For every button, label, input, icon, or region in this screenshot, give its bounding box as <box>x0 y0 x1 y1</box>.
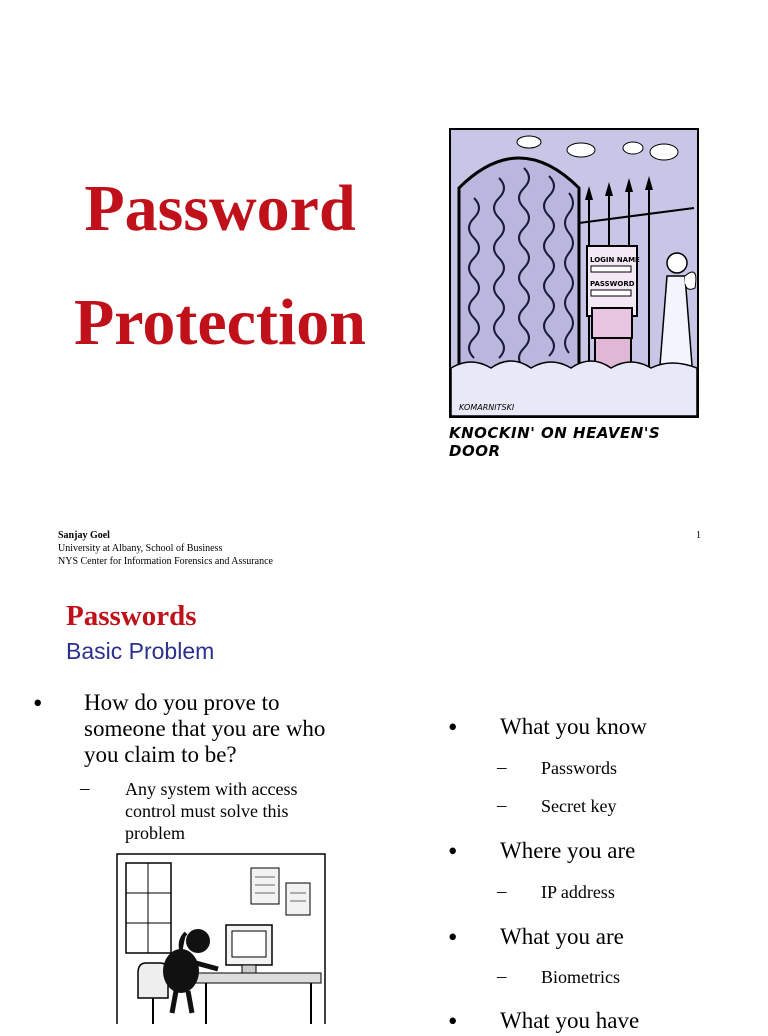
author-name: Sanjay Goel <box>58 530 110 541</box>
right-sub-item: Biometrics <box>541 967 620 987</box>
right-sub-item: Secret key <box>541 796 617 816</box>
dog-at-computer-cartoon <box>116 853 326 1024</box>
page-number: 1 <box>696 530 701 541</box>
bullet-marker: • <box>448 836 458 866</box>
right-item-label: What you have <box>500 1008 640 1033</box>
left-bullet-line1: How do you prove to <box>84 690 280 715</box>
left-sub-line1: Any system with access <box>125 779 298 799</box>
left-sub-line2: control must solve this <box>125 801 289 821</box>
right-item-label: What you are <box>500 924 624 949</box>
left-sub-line3: problem <box>125 823 185 843</box>
cartoonist-signature: KOMARNITSKI <box>459 403 515 412</box>
heavens-gate-cartoon <box>449 128 699 418</box>
dash-marker: – <box>497 795 507 816</box>
dash-marker: – <box>497 757 507 778</box>
kiosk-password-label: PASSWORD <box>590 280 635 288</box>
author-center: NYS Center for Information Forensics and Assurance <box>58 556 273 567</box>
left-bullet-line3: you claim to be? <box>84 742 237 767</box>
cartoon-caption: KNOCKIN' ON HEAVEN'S DOOR <box>449 424 661 460</box>
bullet-marker: • <box>448 712 458 742</box>
dash-marker: – <box>497 966 507 987</box>
slide-title-line1: Password <box>84 172 356 245</box>
right-item-label: Where you are <box>500 838 636 863</box>
bullet-marker: • <box>448 922 458 952</box>
kiosk-login-label: LOGIN NAME <box>590 256 640 264</box>
author-university: University at Albany, School of Business <box>58 543 223 554</box>
slide-title-line2: Protection <box>73 286 366 359</box>
slide2-title: Passwords <box>66 600 197 632</box>
right-sub-item: Passwords <box>541 758 618 778</box>
dash-marker: – <box>80 778 90 799</box>
left-bullet-line2: someone that you are who <box>84 716 326 741</box>
bullet-marker: • <box>33 688 43 718</box>
slide2-subtitle: Basic Problem <box>66 638 215 664</box>
right-sub-item: IP address <box>541 882 615 902</box>
bullet-marker: • <box>448 1006 458 1036</box>
dash-marker: – <box>497 881 507 902</box>
right-item-label: What you know <box>500 714 647 739</box>
